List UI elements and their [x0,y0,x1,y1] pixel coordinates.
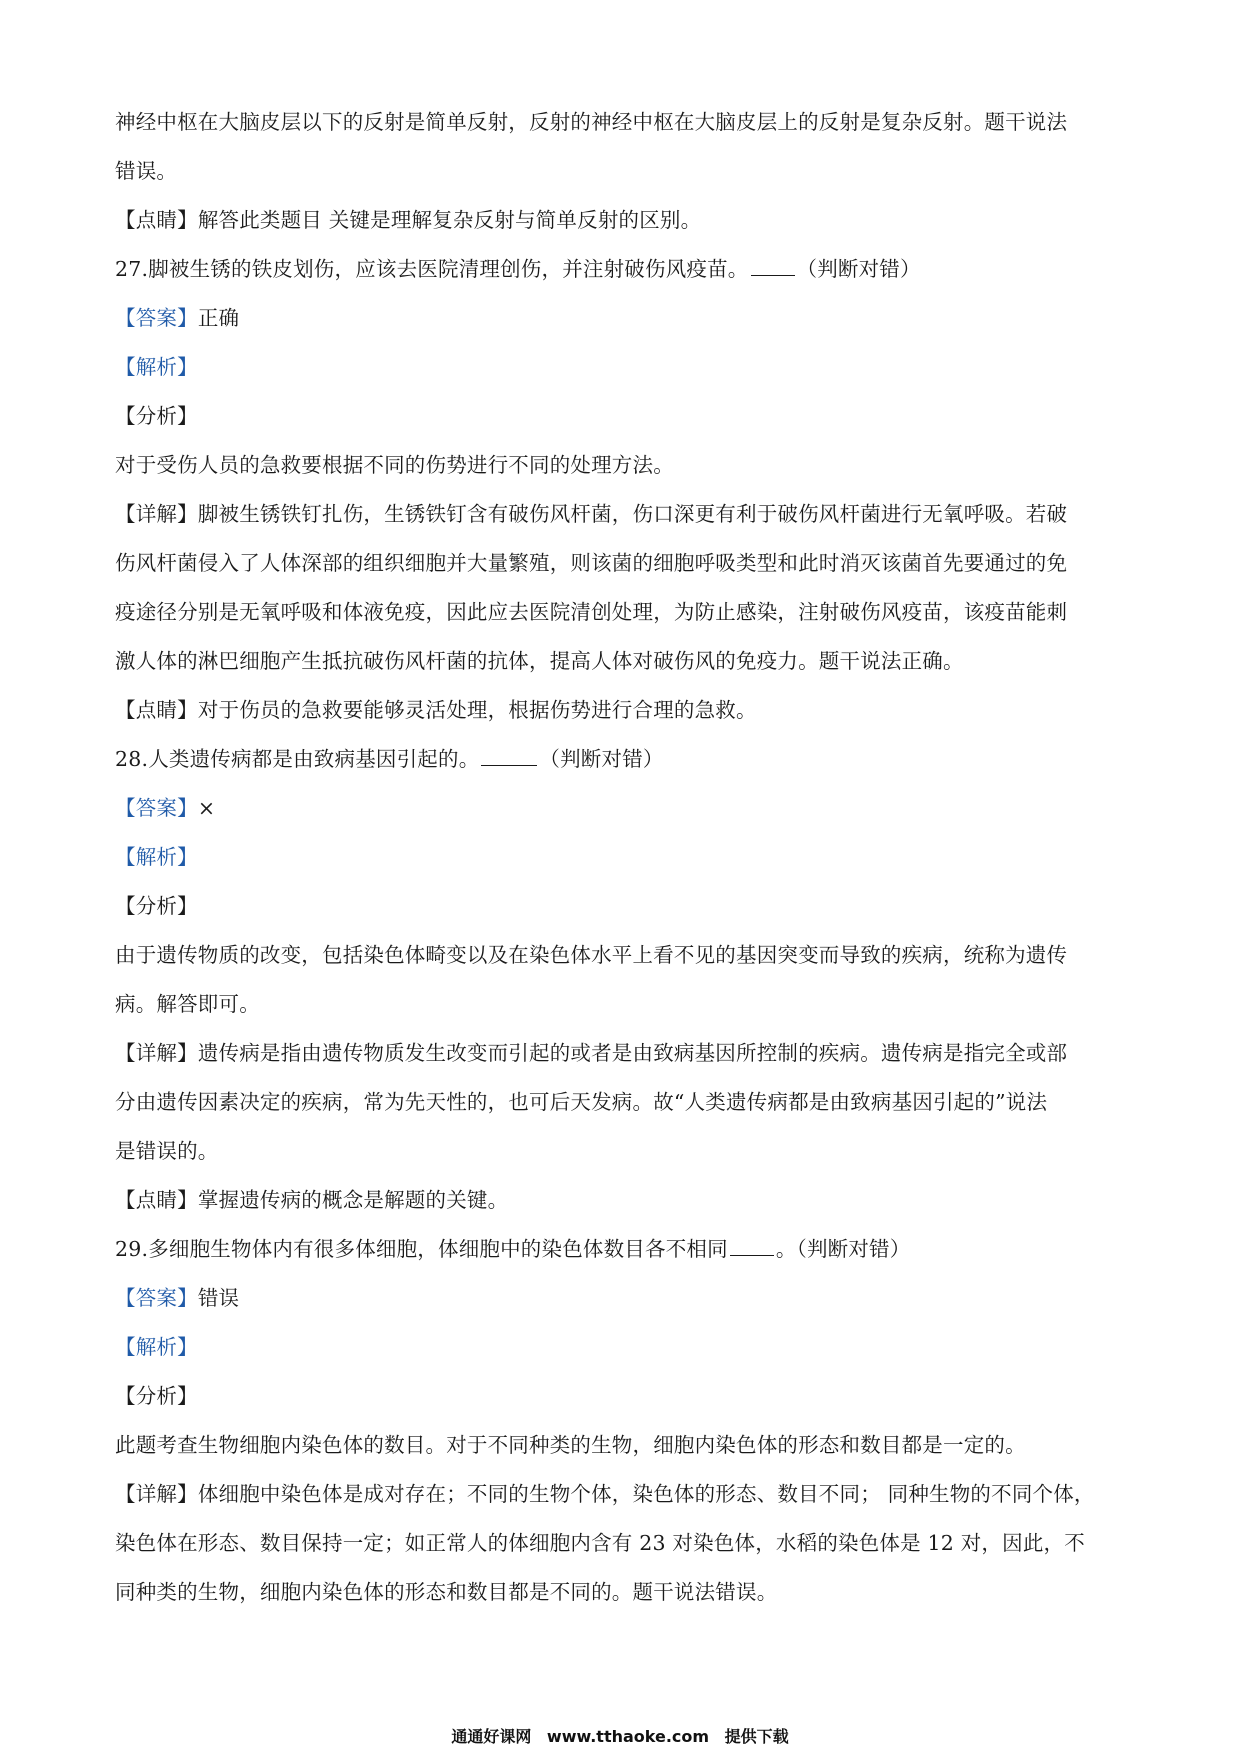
question-27-stem [115,245,1135,294]
xiangjie-text: 遗传病是指由遗传物质发生改变而引起的或者是由致病基因所控制的疾病。遗传病是指完全或部 [197,1041,1068,1065]
dianjing-tag: 【点睛】 [115,1188,198,1212]
question-suffix: （判断对错） [539,747,664,771]
answer-tag: 【答案】 [115,796,198,820]
answer-text: 错误 [197,1286,240,1310]
fenxi-tag: 【分析】 [115,894,198,918]
jiexi-tag: 【解析】 [115,1335,198,1359]
fenxi-text: 病。解答即可。 [115,992,260,1016]
fenxi-tag: 【分析】 [115,1384,198,1408]
xiangjie-text: 染色体在形态、数目保持一定；如正常人的体细胞内含有 23 对染色体，水稻的染色体是 12 对，因此，不 [115,1531,1085,1555]
dianjing-tag: 【点睛】 [115,698,198,722]
fenxi-tag: 【分析】 [115,404,198,428]
xiangjie-text: 伤风杆菌侵入了人体深部的组织细胞并大量繁殖，则该菌的细胞呼吸类型和此时消灭该菌首先要通过的免 [115,551,1068,575]
xiangjie-text: 分由遗传因素决定的疾病，常为先天性的，也可后天发病。故“人类遗传病都是由致病基因引起的”说法 [115,1090,1048,1114]
xiangjie-line [115,490,1135,539]
question-text: 29.多细胞生物体内有很多体细胞，体细胞中的染色体数目各不相同 [115,1237,728,1261]
fenxi-text: 对于受伤人员的急救要根据不同的伤势进行不同的处理方法。 [115,453,674,477]
xiangjie-text: 脚被生锈铁钉扎伤，生锈铁钉含有破伤风杆菌，伤口深更有利于破伤风杆菌进行无氧呼吸。若破 [197,502,1068,526]
footer-url[interactable]: www.tthaoke.com [546,1727,710,1746]
footer-note: 提供下载 [724,1727,789,1746]
xiangjie-line [115,1029,1135,1078]
xiangjie-tag: 【详解】 [115,1482,198,1506]
question-text: 28.人类遗传病都是由致病基因引起的。 [115,747,480,771]
answer-text: × [197,796,216,820]
text-line: 错误。 [115,159,178,183]
question-suffix: 。（判断对错） [775,1237,911,1261]
footer-site-name: 通通好课网 [451,1727,532,1746]
dianjing-line [115,1176,1135,1225]
xiangjie-text: 是错误的。 [115,1139,219,1163]
answer-line [115,294,1135,343]
xiangjie-text: 体细胞中染色体是成对存在；不同的生物个体，染色体的形态、数目不同； 同种生物的不同个体， [197,1482,1095,1506]
xiangjie-line [115,1470,1135,1519]
dianjing-tag: 【点睛】 [115,208,198,232]
dianjing-line [115,686,1135,735]
question-suffix: （判断对错） [796,257,921,281]
fenxi-text: 此题考查生物细胞内染色体的数目。对于不同种类的生物，细胞内染色体的形态和数目都是一定的。 [115,1433,1026,1457]
jiexi-tag: 【解析】 [115,845,198,869]
xiangjie-tag: 【详解】 [115,1041,198,1065]
document-body [115,98,1135,1617]
answer-line [115,784,1135,833]
xiangjie-tag: 【详解】 [115,502,198,526]
dianjing-text: 解答此类题目 关键是理解复杂反射与简单反射的区别。 [197,208,702,232]
xiangjie-text: 同种类的生物，细胞内染色体的形态和数目都是不同的。题干说法错误。 [115,1580,778,1604]
answer-line [115,1274,1135,1323]
answer-tag: 【答案】 [115,306,198,330]
dianjing-line [115,196,1135,245]
xiangjie-text: 疫途径分别是无氧呼吸和体液免疫，因此应去医院清创处理，为防止感染，注射破伤风疫苗，该疫苗能刺 [115,600,1068,624]
answer-text: 正确 [197,306,240,330]
text-line: 神经中枢在大脑皮层以下的反射是简单反射，反射的神经中枢在大脑皮层上的反射是复杂反射。题干说法 [115,110,1068,134]
xiangjie-text: 激人体的淋巴细胞产生抵抗破伤风杆菌的抗体，提高人体对破伤风的免疫力。题干说法正确。 [115,649,964,673]
jiexi-tag: 【解析】 [115,355,198,379]
question-text: 27.脚被生锈的铁皮划伤，应该去医院清理创伤，并注射破伤风疫苗。 [115,257,749,281]
question-29-stem [115,1225,1135,1274]
question-28-stem [115,735,1135,784]
dianjing-text: 对于伤员的急救要能够灵活处理，根据伤势进行合理的急救。 [197,698,757,722]
answer-blank [751,274,795,276]
answer-blank [481,764,537,766]
answer-tag: 【答案】 [115,1286,198,1310]
answer-blank [730,1254,774,1256]
dianjing-text: 掌握遗传病的概念是解题的关键。 [197,1188,509,1212]
fenxi-text: 由于遗传物质的改变，包括染色体畸变以及在染色体水平上看不见的基因突变而导致的疾病，统称为遗传 [115,943,1068,967]
page-footer [0,1724,1240,1747]
